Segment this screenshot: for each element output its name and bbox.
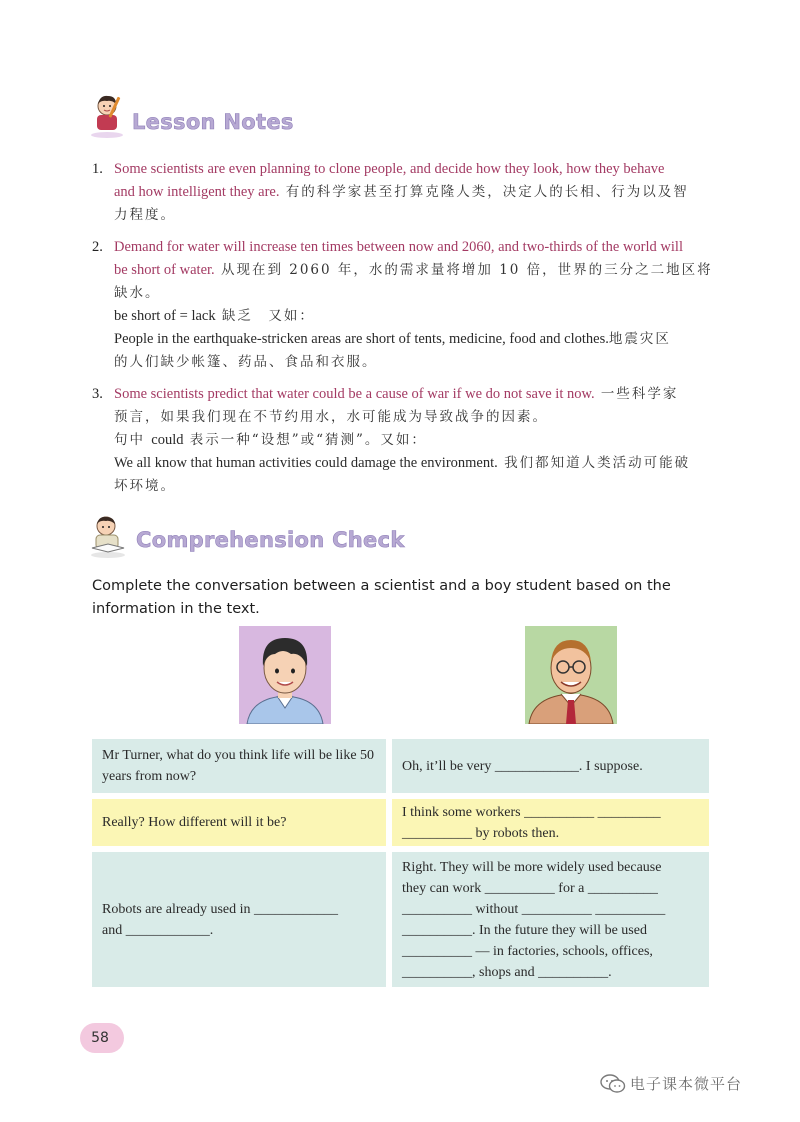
- boy-line: Really? How different will it be?: [92, 799, 386, 846]
- conversation-row: [92, 739, 709, 793]
- conversation-row: [92, 852, 709, 987]
- scientist-line: [392, 799, 709, 846]
- example-english: We all know that human activities could damage the environment.: [114, 455, 498, 471]
- scientist-line-text: __________ without __________ __________: [402, 901, 666, 917]
- note-item: [92, 383, 718, 498]
- scientist-line-text: they can work __________ for a __________: [402, 880, 658, 896]
- example-chinese: 的人们缺少帐篷、药品、食品和衣服。: [114, 354, 378, 370]
- comprehension-check-title: Comprehension Check: [136, 528, 405, 552]
- note-number: 2.: [92, 239, 103, 255]
- usage-english: could: [151, 432, 184, 448]
- comprehension-check-heading: [88, 514, 405, 558]
- example-chinese: 坏环境。: [114, 478, 176, 494]
- example-chinese: 地震灾区: [608, 331, 671, 347]
- note-english: Some scientists are even planning to clone people, and decide how they look, how they behave: [114, 161, 665, 177]
- instruction-text: Complete the conversation between a scientist and a boy student based on the information in the text.: [92, 578, 671, 617]
- reading-student-icon: [88, 514, 128, 558]
- boy-line: [92, 852, 386, 987]
- wechat-icon: [600, 1074, 626, 1094]
- scientist-line: [392, 852, 709, 987]
- page-number: 58: [80, 1023, 124, 1053]
- boy-line-text: Robots are already used in ____________: [102, 901, 339, 917]
- note-chinese: 力程度。: [114, 207, 176, 223]
- usage-chinese: 缺乏 又如：: [215, 308, 315, 324]
- note-item: [92, 158, 718, 227]
- conversation-row: [92, 799, 709, 846]
- boy-line-text: and ____________.: [102, 922, 214, 938]
- example-chinese: 我们都知道人类活动可能破: [497, 455, 691, 471]
- note-chinese: 缺水。: [114, 285, 161, 301]
- boy-writing-icon: [88, 92, 126, 138]
- note-english: Some scientists predict that water could be a cause of war if we do not save it now.: [114, 386, 595, 402]
- boy-line: Mr Turner, what do you think life will be like 50 years from now?: [92, 739, 386, 793]
- watermark-text: 电子课本微平台: [630, 1075, 743, 1093]
- usage-english: be short of = lack: [114, 308, 216, 324]
- scientist-line-text: __________ — in factories, schools, offices,: [402, 943, 653, 959]
- lesson-notes-title: Lesson Notes: [132, 110, 294, 134]
- note-chinese: 预言，如果我们现在不节约用水，水可能成为导致战争的因素。: [114, 409, 548, 425]
- scientist-line-text: I think some workers __________ _________: [402, 804, 661, 820]
- note-chinese: 有的科学家甚至打算克隆人类，决定人的长相、行为以及智: [279, 184, 689, 200]
- example-english: People in the earthquake-stricken areas are short of tents, medicine, food and clothes.: [114, 331, 609, 347]
- note-number: 1.: [92, 161, 103, 177]
- conversation-table: [92, 739, 709, 993]
- scientist-line-text: Right. They will be more widely used because: [402, 859, 662, 875]
- watermark: [600, 1073, 742, 1094]
- scientist-line-text: __________ by robots then.: [402, 825, 560, 841]
- lesson-notes-list: [92, 158, 718, 507]
- scientist-portrait: [525, 626, 617, 724]
- note-chinese: 一些科学家: [594, 386, 679, 402]
- scientist-line: Oh, it’ll be very ____________. I suppose.: [392, 739, 709, 793]
- note-english: Demand for water will increase ten times between now and 2060, and two-thirds of the world will: [114, 239, 683, 255]
- note-english: and how intelligent they are.: [114, 184, 280, 200]
- note-chinese: 从现在到 2060 年，水的需求量将增加 10 倍，世界的三分之二地区将: [214, 262, 713, 278]
- usage-chinese: 表示一种“设想”或“猜测”。又如：: [183, 432, 427, 448]
- note-number: 3.: [92, 386, 103, 402]
- note-english: be short of water.: [114, 262, 215, 278]
- usage-chinese: 句中: [114, 432, 152, 448]
- scientist-line-text: __________. In the future they will be used: [402, 922, 647, 938]
- lesson-notes-heading: [88, 92, 294, 138]
- note-item: [92, 236, 718, 374]
- boy-student-portrait: [239, 626, 331, 724]
- scientist-line-text: __________, shops and __________.: [402, 964, 612, 980]
